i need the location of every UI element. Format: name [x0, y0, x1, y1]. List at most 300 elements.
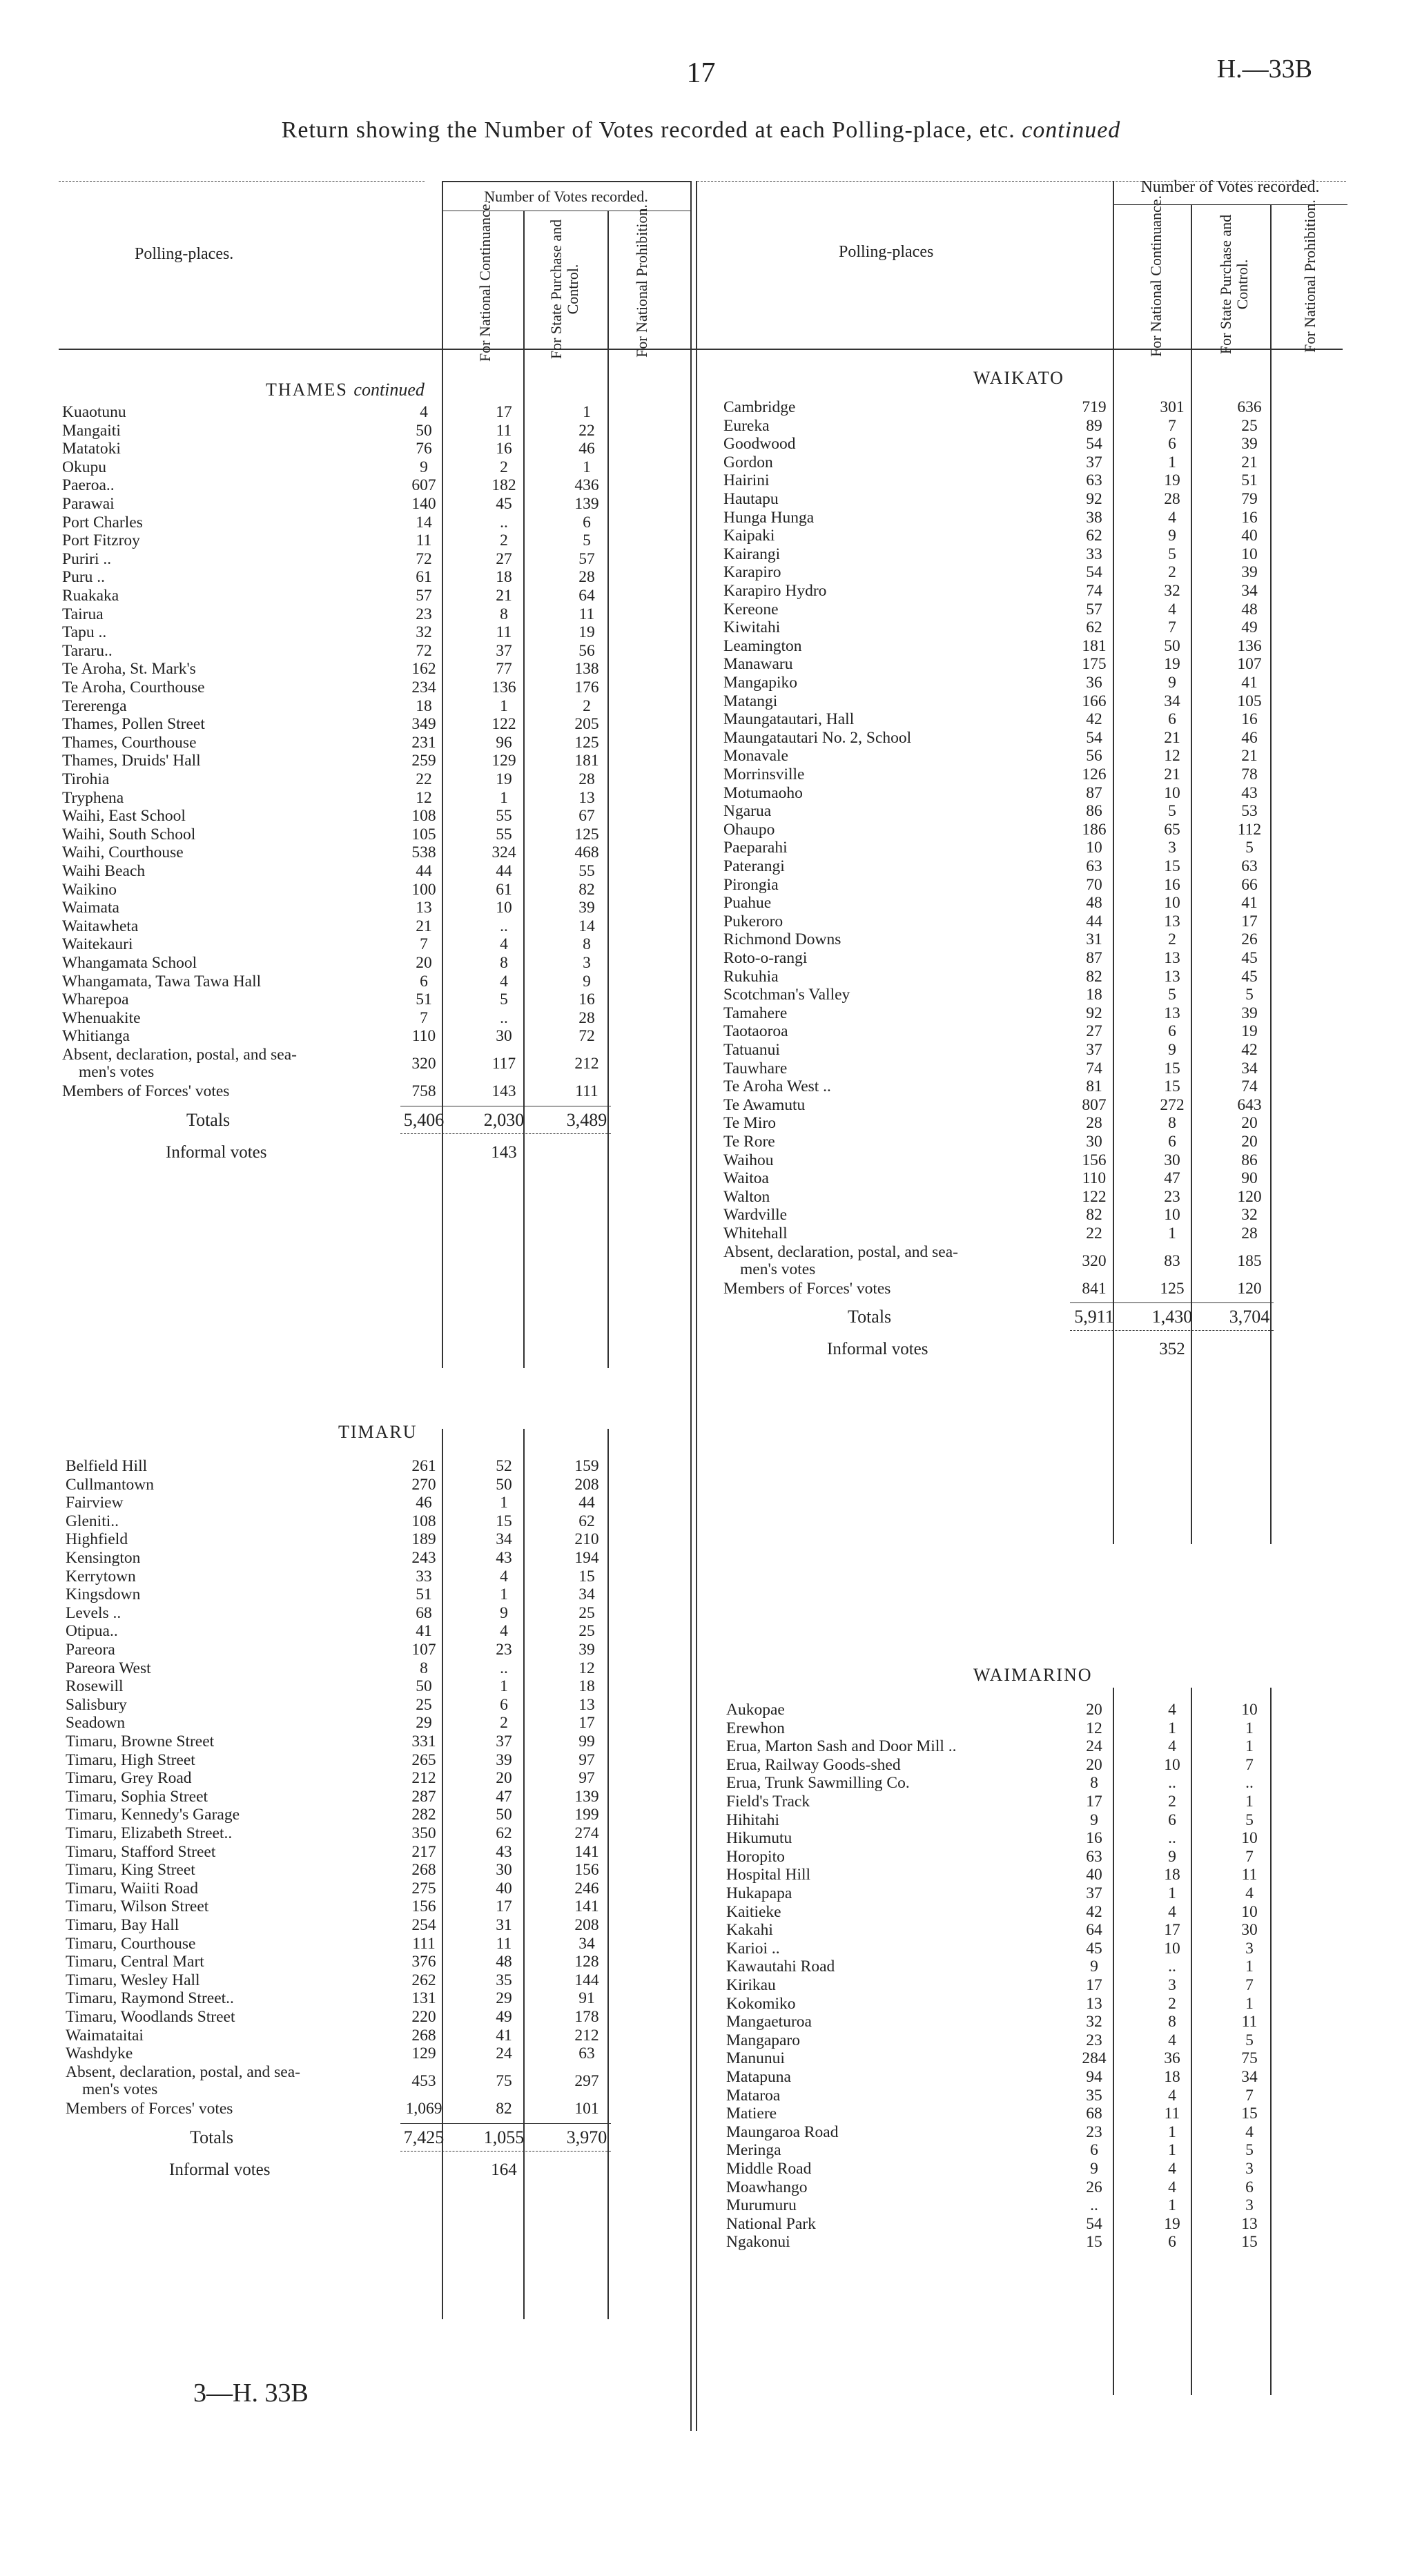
votes-continuance: 63	[1086, 1847, 1102, 1866]
polling-place-name-line: Timaru, Stafford Street	[66, 1842, 216, 1861]
votes-prohibition: 82	[578, 880, 595, 899]
votes-continuance: 94	[1086, 2068, 1102, 2086]
votes-prohibition: 63	[578, 2045, 595, 2063]
votes-state-purchase: ..	[1168, 1829, 1176, 1848]
polling-place-name-line: Timaru, Wesley Hall	[66, 1971, 200, 1989]
polling-place-name-line: Whitianga	[62, 1027, 130, 1046]
table-row	[723, 454, 1284, 471]
table-row	[723, 931, 1284, 948]
votes-prohibition: 436	[574, 476, 599, 495]
polling-place-name	[66, 1531, 128, 1548]
votes-prohibition: 39	[578, 899, 595, 917]
polling-place-name-line: Kingsdown	[66, 1585, 141, 1604]
polling-place-name-line: men's votes	[82, 2080, 158, 2098]
votes-state-purchase: 3	[1168, 839, 1176, 857]
polling-place-name	[66, 2100, 233, 2118]
table-row	[66, 1862, 621, 1879]
votes-continuance: 81	[1086, 1077, 1102, 1096]
table-row	[723, 1023, 1284, 1040]
votes-prohibition: 156	[574, 1861, 599, 1880]
votes-state-purchase: 55	[496, 807, 512, 826]
votes-state-purchase: 62	[496, 1824, 512, 1842]
votes-prohibition: 141	[574, 1842, 599, 1861]
votes-state-purchase: 6	[1168, 710, 1176, 729]
section-title-timaru: TIMARU	[338, 1422, 418, 1442]
votes-continuance: 111	[412, 1934, 436, 1953]
votes-continuance: 166	[1082, 692, 1107, 710]
votes-state-purchase: 4	[1168, 508, 1176, 527]
col-header-national-prohibition-right: For National Prohibition.	[1301, 199, 1318, 353]
votes-state-purchase: 8	[500, 605, 508, 623]
polling-place-name	[62, 955, 197, 972]
votes-continuance: 44	[1086, 912, 1102, 930]
polling-place-name	[723, 1133, 775, 1151]
table-row	[726, 1848, 1284, 1866]
table-row	[62, 477, 621, 494]
votes-state-purchase: 41	[496, 2026, 512, 2045]
polling-place-name-line: Timaru, King Street	[66, 1861, 195, 1880]
votes-state-purchase: 65	[1164, 820, 1180, 839]
table-row	[62, 422, 621, 440]
votes-prohibition: 10	[1241, 1701, 1258, 1719]
polling-place-name	[723, 1170, 769, 1187]
polling-place-name-line: Pirongia	[723, 875, 779, 894]
polling-place-name	[726, 1996, 796, 2013]
votes-continuance: 607	[411, 476, 436, 495]
votes-prohibition: 16	[578, 991, 595, 1009]
votes-prohibition: 15	[1241, 2233, 1258, 2252]
polling-place-name	[726, 1940, 780, 1958]
col-header-state-purchase-right: For State Purchase and Control.	[1217, 214, 1251, 355]
table-row	[723, 1078, 1284, 1095]
polling-place-name	[726, 2216, 816, 2233]
polling-place-name-line: Seadown	[66, 1714, 126, 1733]
polling-place-name-line: Gordon	[723, 453, 773, 471]
polling-place-name-line: Timaru, Waiiti Road	[66, 1879, 198, 1897]
votes-continuance: 45	[1086, 1939, 1102, 1958]
votes-state-purchase: 28	[1164, 490, 1180, 508]
votes-continuance: 72	[416, 641, 432, 660]
votes-prohibition: 30	[1241, 1921, 1258, 1940]
polling-place-name	[66, 1641, 115, 1659]
votes-prohibition: 128	[574, 1953, 599, 1971]
votes-prohibition: 199	[574, 1806, 599, 1824]
polling-place-name-line: Waimataitai	[66, 2026, 144, 2045]
votes-state-purchase: 301	[1160, 398, 1185, 416]
votes-continuance: 86	[1086, 802, 1102, 821]
table-row	[62, 991, 621, 1008]
votes-continuance: 265	[411, 1750, 436, 1769]
polling-place-name	[726, 2069, 791, 2086]
polling-place-name-line: Whangamata, Tawa Tawa Hall	[62, 972, 262, 991]
votes-prohibition: 13	[578, 788, 595, 807]
polling-place-name	[726, 1793, 810, 1811]
votes-state-purchase: 143	[491, 1082, 516, 1101]
polling-place-name	[723, 491, 779, 508]
votes-continuance: 7	[420, 1008, 428, 1027]
table-row	[66, 1513, 621, 1530]
table-row	[66, 1990, 621, 2007]
votes-prohibition: 208	[574, 1475, 599, 1494]
polling-place-name-line: Pukeroro	[723, 912, 783, 930]
votes-state-purchase: 40	[496, 1879, 512, 1897]
votes-continuance: 64	[1086, 1921, 1102, 1940]
polling-place-name-line: Hunga Hunga	[723, 508, 815, 527]
polling-place-name-line: Hukapapa	[726, 1884, 792, 1902]
votes-continuance: 63	[1086, 471, 1102, 490]
polling-place-name	[723, 1152, 774, 1169]
table-row	[723, 619, 1284, 636]
votes-prohibition: 1	[1245, 1737, 1254, 1756]
polling-place-name	[62, 1028, 130, 1045]
votes-state-purchase: 2	[1168, 1994, 1176, 2013]
table-row	[723, 895, 1284, 912]
votes-prohibition: 49	[1241, 618, 1258, 637]
votes-prohibition: 5	[1245, 2141, 1254, 2160]
polling-place-name-line: Kerrytown	[66, 1567, 136, 1585]
votes-prohibition: 66	[1241, 875, 1258, 894]
polling-place-name-line: Kensington	[66, 1549, 141, 1567]
votes-prohibition: 5	[1245, 839, 1254, 857]
table-row	[726, 1757, 1284, 1774]
page-title	[0, 117, 1402, 144]
table-row	[726, 1793, 1284, 1811]
votes-continuance: 261	[411, 1457, 436, 1475]
votes-prohibition: 79	[1241, 490, 1258, 508]
votes-continuance: 262	[411, 1971, 436, 1989]
polling-place-name	[62, 606, 104, 623]
polling-place-name-line: Timaru, Raymond Street..	[66, 1989, 234, 2008]
polling-place-name-line: Te Aroha, Courthouse	[62, 679, 205, 696]
polling-place-name	[723, 1280, 890, 1298]
polling-place-name-line: Pareora West	[66, 1659, 151, 1677]
votes-state-purchase: 55	[496, 825, 512, 843]
votes-state-purchase: 23	[1164, 1187, 1180, 1206]
votes-prohibition: 7	[1245, 1755, 1254, 1774]
polling-place-name-line: Puru ..	[62, 568, 106, 587]
polling-place-name-line: Waihou	[723, 1151, 774, 1169]
polling-place-name	[66, 2009, 235, 2026]
polling-place-name	[723, 711, 854, 728]
table-row	[726, 1996, 1284, 2013]
polling-place-name-line: Waikino	[62, 880, 117, 899]
votes-prohibition: 181	[574, 752, 599, 770]
polling-place-name	[62, 551, 111, 568]
votes-state-purchase: 11	[496, 421, 512, 440]
votes-continuance: 51	[416, 1585, 432, 1604]
table-row	[726, 1922, 1284, 1939]
polling-place-name-line: Timaru, Courthouse	[66, 1934, 196, 1953]
votes-state-purchase: 136	[491, 679, 516, 696]
votes-continuance: 259	[411, 752, 436, 770]
table-row	[726, 2050, 1284, 2067]
table-row	[66, 1844, 621, 1861]
votes-prohibition: 86	[1241, 1151, 1258, 1169]
polling-place-name-line: Te Aroha, St. Mark's	[62, 660, 196, 679]
total-state-purchase: 2,030	[483, 1109, 525, 1130]
table-row	[62, 863, 621, 880]
votes-state-purchase: 10	[1164, 1755, 1180, 1774]
table-row	[726, 1977, 1284, 1994]
votes-continuance: 140	[411, 495, 436, 513]
title-main: Return showing the Number of Votes recorded at each Polling-place, etc.	[281, 117, 1015, 143]
polling-place-name	[723, 418, 770, 435]
polling-place-name-line: Waitoa	[723, 1169, 769, 1188]
votes-state-purchase: 20	[496, 1769, 512, 1788]
polling-place-name	[62, 440, 121, 458]
polling-place-name-line: Tryphena	[62, 788, 124, 807]
votes-state-purchase: 4	[1168, 1902, 1176, 1921]
polling-place-name	[66, 1568, 136, 1585]
votes-continuance: 110	[1082, 1169, 1107, 1188]
votes-prohibition: 205	[574, 715, 599, 734]
votes-continuance: 54	[1086, 728, 1102, 747]
table-row	[66, 1733, 621, 1750]
votes-continuance: 62	[1086, 527, 1102, 545]
polling-place-name	[62, 569, 105, 586]
votes-prohibition: 39	[1241, 1004, 1258, 1022]
polling-place-name	[726, 1757, 901, 1774]
polling-place-name-line: Matangi	[723, 692, 778, 710]
votes-continuance: 841	[1082, 1279, 1107, 1298]
table-row	[62, 734, 621, 752]
votes-prohibition: 643	[1237, 1095, 1262, 1114]
votes-continuance: 82	[1086, 1206, 1102, 1224]
votes-state-purchase: 6	[1168, 1811, 1176, 1829]
table-row	[62, 496, 621, 513]
votes-continuance: 28	[1086, 1114, 1102, 1133]
votes-continuance: 57	[416, 587, 432, 605]
votes-prohibition: 99	[578, 1733, 595, 1750]
votes-continuance: 31	[1086, 930, 1102, 949]
votes-prohibition: 5	[1245, 1811, 1254, 1829]
polling-place-name-line: Murumuru	[726, 2196, 797, 2215]
votes-prohibition: ..	[1245, 1774, 1254, 1793]
votes-state-purchase: 8	[1168, 1114, 1176, 1133]
table-row	[723, 858, 1284, 875]
votes-continuance: 27	[1086, 1022, 1102, 1041]
polling-place-name-line: Waimata	[62, 899, 119, 917]
table-row	[726, 2160, 1284, 2178]
table-row	[726, 1940, 1284, 1958]
polling-place-name	[723, 1005, 787, 1022]
votes-state-purchase: 43	[496, 1842, 512, 1861]
votes-state-purchase: 61	[496, 880, 512, 899]
votes-state-purchase: 1	[500, 1677, 508, 1696]
votes-state-purchase: 34	[496, 1530, 512, 1549]
votes-state-purchase: 37	[496, 641, 512, 660]
polling-place-name	[62, 771, 109, 788]
polling-place-name	[66, 1586, 140, 1603]
polling-place-name	[723, 839, 788, 857]
polling-place-name-line: Te Awamutu	[723, 1095, 806, 1114]
polling-place-name	[723, 931, 841, 948]
polling-place-name-line: Timaru, Grey Road	[66, 1769, 192, 1788]
polling-place-name	[66, 1844, 215, 1861]
table-row	[62, 752, 621, 770]
votes-continuance: 72	[416, 549, 432, 568]
center-rule	[690, 181, 692, 2431]
polling-place-name-line: Waihi, Courthouse	[62, 843, 184, 862]
votes-continuance: 162	[411, 660, 436, 679]
votes-continuance: 129	[411, 2045, 436, 2063]
votes-prohibition: 97	[578, 1750, 595, 1769]
polling-place-name	[726, 2197, 797, 2214]
total-continuance: 5,406	[403, 1109, 445, 1130]
votes-prohibition: 159	[574, 1457, 599, 1475]
votes-continuance: 108	[411, 807, 436, 826]
votes-state-purchase: 47	[1164, 1169, 1180, 1188]
table-row	[726, 1904, 1284, 1921]
votes-state-purchase: 117	[491, 1055, 516, 1073]
polling-place-name-line: Whitehall	[723, 1224, 788, 1242]
polling-place-name-line: Timaru, Kennedy's Garage	[66, 1806, 240, 1824]
polling-place-name	[62, 496, 115, 513]
votes-prohibition: 25	[578, 1603, 595, 1622]
votes-prohibition: 8	[583, 935, 591, 954]
polling-place-name-line: Kawautahi Road	[726, 1958, 835, 1976]
table-row	[62, 661, 621, 678]
polling-place-name-line: Aukopae	[726, 1701, 785, 1719]
polling-place-name-line: men's votes	[79, 1063, 155, 1081]
votes-prohibition: 3	[1245, 1939, 1254, 1958]
polling-place-name	[66, 1697, 127, 1714]
votes-continuance: 44	[416, 862, 432, 880]
votes-state-purchase: ..	[500, 513, 508, 531]
table-row	[62, 404, 621, 421]
votes-prohibition: 1	[1245, 1994, 1254, 2013]
polling-place-name	[66, 1990, 234, 2007]
table-row	[723, 748, 1284, 765]
votes-prohibition: 39	[1241, 563, 1258, 582]
votes-prohibition: 41	[1241, 674, 1258, 692]
votes-prohibition: 20	[1241, 1133, 1258, 1151]
polling-place-name-line: Tirohia	[62, 770, 110, 788]
polling-place-name-line: Tararu..	[62, 641, 113, 660]
votes-continuance: 254	[411, 1916, 436, 1934]
polling-place-name	[62, 661, 196, 678]
polling-place-name	[66, 1476, 154, 1494]
table-row	[62, 918, 621, 935]
votes-state-purchase: 9	[500, 1603, 508, 1622]
votes-prohibition: 274	[574, 1824, 599, 1842]
votes-continuance: 23	[1086, 2123, 1102, 2141]
votes-prohibition: 34	[1241, 1059, 1258, 1077]
votes-prohibition: 22	[578, 421, 595, 440]
votes-state-purchase: 18	[496, 568, 512, 587]
polling-place-name	[62, 477, 115, 494]
polling-place-name	[726, 1738, 957, 1755]
votes-state-purchase: 4	[500, 1567, 508, 1585]
polling-place-name-line: Moawhango	[726, 2178, 808, 2196]
votes-state-purchase: 11	[496, 623, 512, 642]
polling-place-name-line: Thames, Pollen Street	[62, 715, 205, 734]
table-row	[66, 1917, 621, 1934]
table-row	[62, 624, 621, 641]
votes-state-purchase: 6	[1168, 1133, 1176, 1151]
votes-prohibition: 297	[574, 2071, 599, 2090]
polling-place-name-line: Levels ..	[66, 1603, 121, 1622]
table-row	[723, 436, 1284, 453]
votes-prohibition: 28	[1241, 1224, 1258, 1242]
votes-continuance: 82	[1086, 967, 1102, 986]
votes-prohibition: 7	[1245, 1847, 1254, 1866]
table-row	[723, 711, 1284, 728]
polling-place-name	[723, 858, 785, 875]
votes-state-purchase: 2	[500, 1714, 508, 1733]
votes-continuance: 87	[1086, 949, 1102, 967]
votes-continuance: 35	[1086, 2086, 1102, 2105]
votes-continuance: 8	[420, 1659, 428, 1677]
votes-state-purchase: 48	[496, 1953, 512, 1971]
votes-state-purchase: 1	[500, 788, 508, 807]
votes-prohibition: 1	[1245, 1719, 1254, 1737]
votes-prohibition: 136	[1237, 636, 1262, 655]
table-row	[726, 2032, 1284, 2049]
votes-prohibition: 72	[578, 1027, 595, 1046]
votes-state-purchase: 17	[496, 403, 512, 421]
votes-continuance: 37	[1086, 453, 1102, 471]
polling-place-name-line: Manawaru	[723, 655, 793, 674]
votes-state-purchase: 23	[496, 1641, 512, 1659]
votes-continuance: 36	[1086, 674, 1102, 692]
polling-place-name-line: Members of Forces' votes	[66, 2100, 233, 2118]
votes-prohibition: 16	[1241, 508, 1258, 527]
informal-votes-label: Informal votes	[827, 1340, 928, 1359]
polling-place-name	[726, 2050, 785, 2067]
polling-place-name-line: Leamington	[723, 636, 802, 655]
votes-continuance: 126	[1082, 765, 1107, 783]
header-rule-left	[59, 181, 425, 182]
polling-place-name	[723, 913, 783, 930]
polling-place-name-line: Hospital Hill	[726, 1866, 811, 1884]
polling-place-name	[66, 1715, 125, 1732]
polling-place-name	[62, 1010, 141, 1027]
votes-state-purchase: 1	[500, 1585, 508, 1604]
votes-state-purchase: 324	[491, 843, 516, 862]
table-row	[723, 583, 1284, 600]
votes-continuance: 46	[416, 1494, 432, 1512]
polling-place-name-line: Kaipaki	[723, 527, 775, 545]
table-row	[723, 1060, 1284, 1077]
polling-place-name-line: Wharepoa	[62, 991, 129, 1009]
polling-place-name	[62, 844, 184, 861]
votes-prohibition: 1	[1245, 1793, 1254, 1811]
votes-continuance: 217	[411, 1842, 436, 1861]
title-continued: continued	[1022, 117, 1121, 143]
table-row	[723, 950, 1284, 967]
table-row	[723, 1189, 1284, 1206]
polling-place-name-line: Timaru, Central Mart	[66, 1953, 204, 1971]
votes-prohibition: 55	[578, 862, 595, 880]
votes-state-purchase: 44	[496, 862, 512, 880]
polling-place-name-line: men's votes	[740, 1260, 816, 1278]
table-row	[66, 1752, 621, 1769]
col-header-national-continuance-left: For National Continuance.	[476, 200, 494, 362]
center-rule	[696, 181, 697, 2431]
polling-place-name	[726, 2142, 781, 2159]
votes-state-purchase: 27	[496, 549, 512, 568]
votes-state-purchase: 4	[1168, 2031, 1176, 2049]
polling-place-name-line: Timaru, Wilson Street	[66, 1897, 209, 1916]
votes-prohibition: 11	[1241, 1866, 1258, 1884]
votes-prohibition: 42	[1241, 1041, 1258, 1059]
polling-place-name	[62, 679, 205, 696]
polling-place-name	[62, 881, 117, 899]
polling-place-name	[66, 2027, 144, 2045]
votes-state-purchase: 34	[1164, 692, 1180, 710]
votes-prohibition: 212	[574, 1055, 599, 1073]
